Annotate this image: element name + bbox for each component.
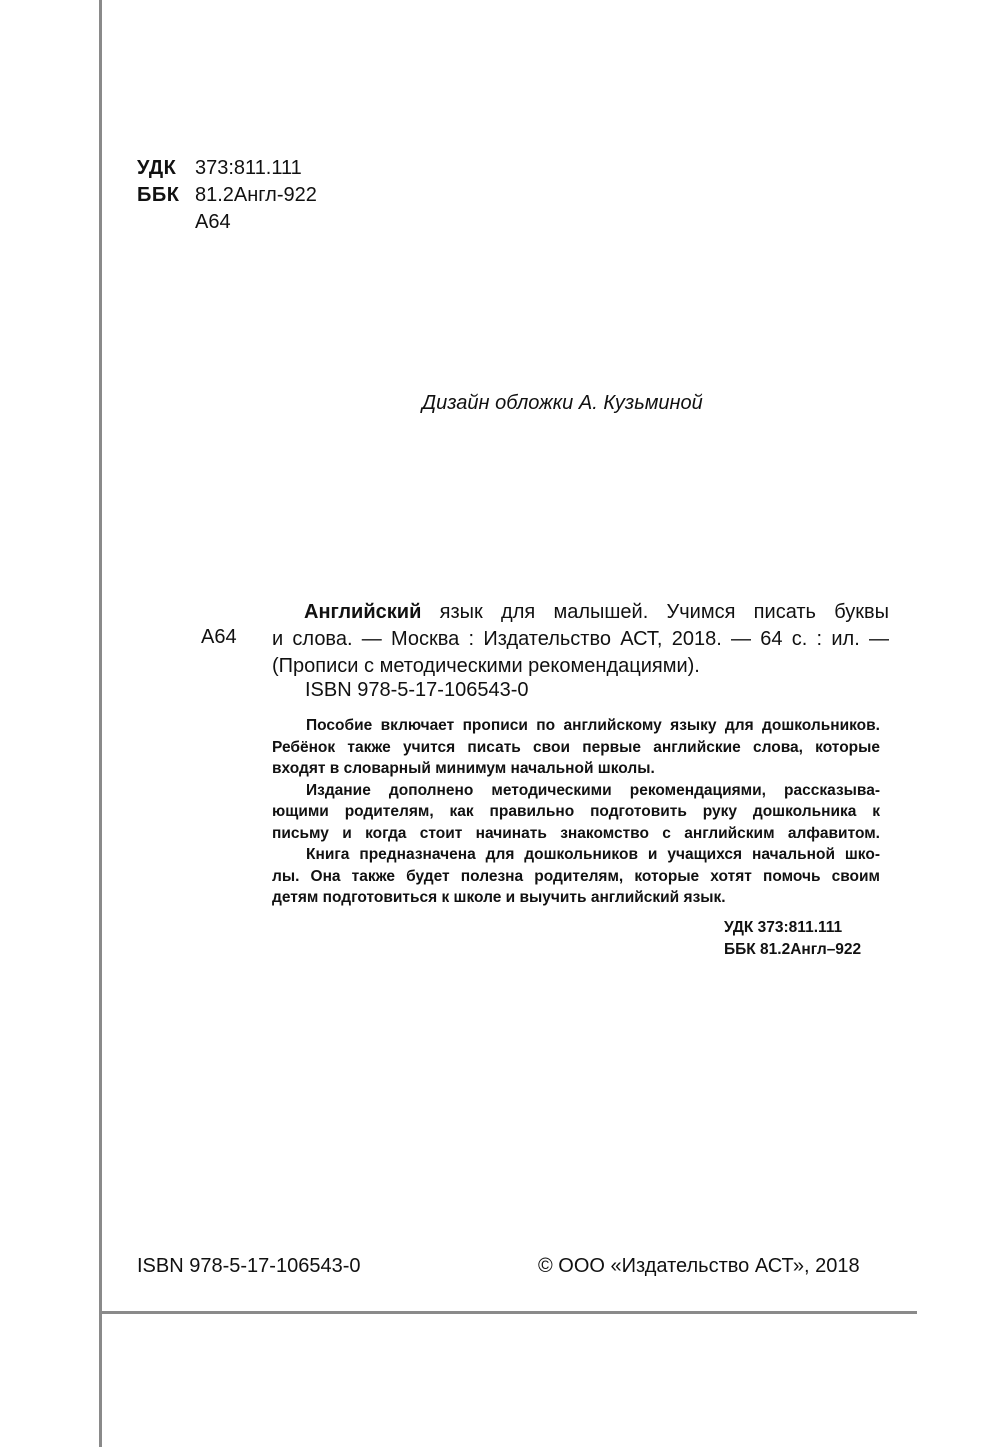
entry-line-3: (Прописи с методическими рекомендациями). [272,655,700,677]
entry-title: Английский [304,601,422,623]
bbk-label: ББК [137,184,180,206]
bbk-code: ББК 81.2Англ–922 [724,940,862,958]
entry-author-sign: А64 [201,626,237,648]
annotation-line: письму и когда стоит начинать знакомство с английским алфавитом. [272,824,880,842]
footer-isbn: ISBN 978-5-17-106543-0 [137,1255,361,1277]
udk-value: 373:811.111 [195,157,302,179]
annotation-line: Книга предназначена для дошкольников и учащихся начальной шко- [306,846,880,863]
author-sign: А64 [195,211,231,233]
annotation-line: Пособие включает прописи по английскому языку для дошкольников. [306,717,880,734]
vertical-margin-rule [99,0,102,1447]
cover-design-text: Дизайн обложки [422,392,574,414]
copyright-notice: © ООО «Издательство АСТ», 2018 [538,1255,860,1277]
annotation-line: входят в словарный минимум начальной школы. [272,760,655,777]
bbk-row [137,182,317,209]
cover-designer-name: А. Кузьминой [578,392,703,414]
cover-design-credit [422,392,703,415]
udk-code: УДК 373:811.111 [724,919,843,936]
entry-line-1-rest: язык для малышей. Учимся писать буквы [439,601,889,623]
annotation-line: лы. Она также будет полезна родителям, которые хотят помочь своим [272,867,880,885]
bbk-value: 81.2Англ-922 [195,184,317,206]
annotation [272,715,880,909]
classification-block [137,155,317,236]
annotation-line: Ребёнок также учится писать свои первые английские слова, которые [272,738,880,756]
classification-codes-right [724,917,861,960]
annotation-line: ющими родителям, как правильно подготовить руку дошкольника к [272,803,880,820]
udk-label: УДК [137,157,177,179]
entry-line-1 [272,599,889,626]
annotation-line: Издание дополнено методическими рекомендациями, рассказыва- [306,781,880,799]
annotation-line: детям подготовиться к школе и выучить английский язык. [272,889,726,906]
udk-row [137,155,317,182]
bibliographic-entry [272,599,889,680]
author-sign-row [137,209,317,236]
horizontal-footer-rule [99,1311,917,1314]
entry-isbn: ISBN 978-5-17-106543-0 [305,679,529,701]
entry-line-2: и слова. — Москва : Издательство АСТ, 2018. — 64 с. : ил. — [272,628,889,650]
